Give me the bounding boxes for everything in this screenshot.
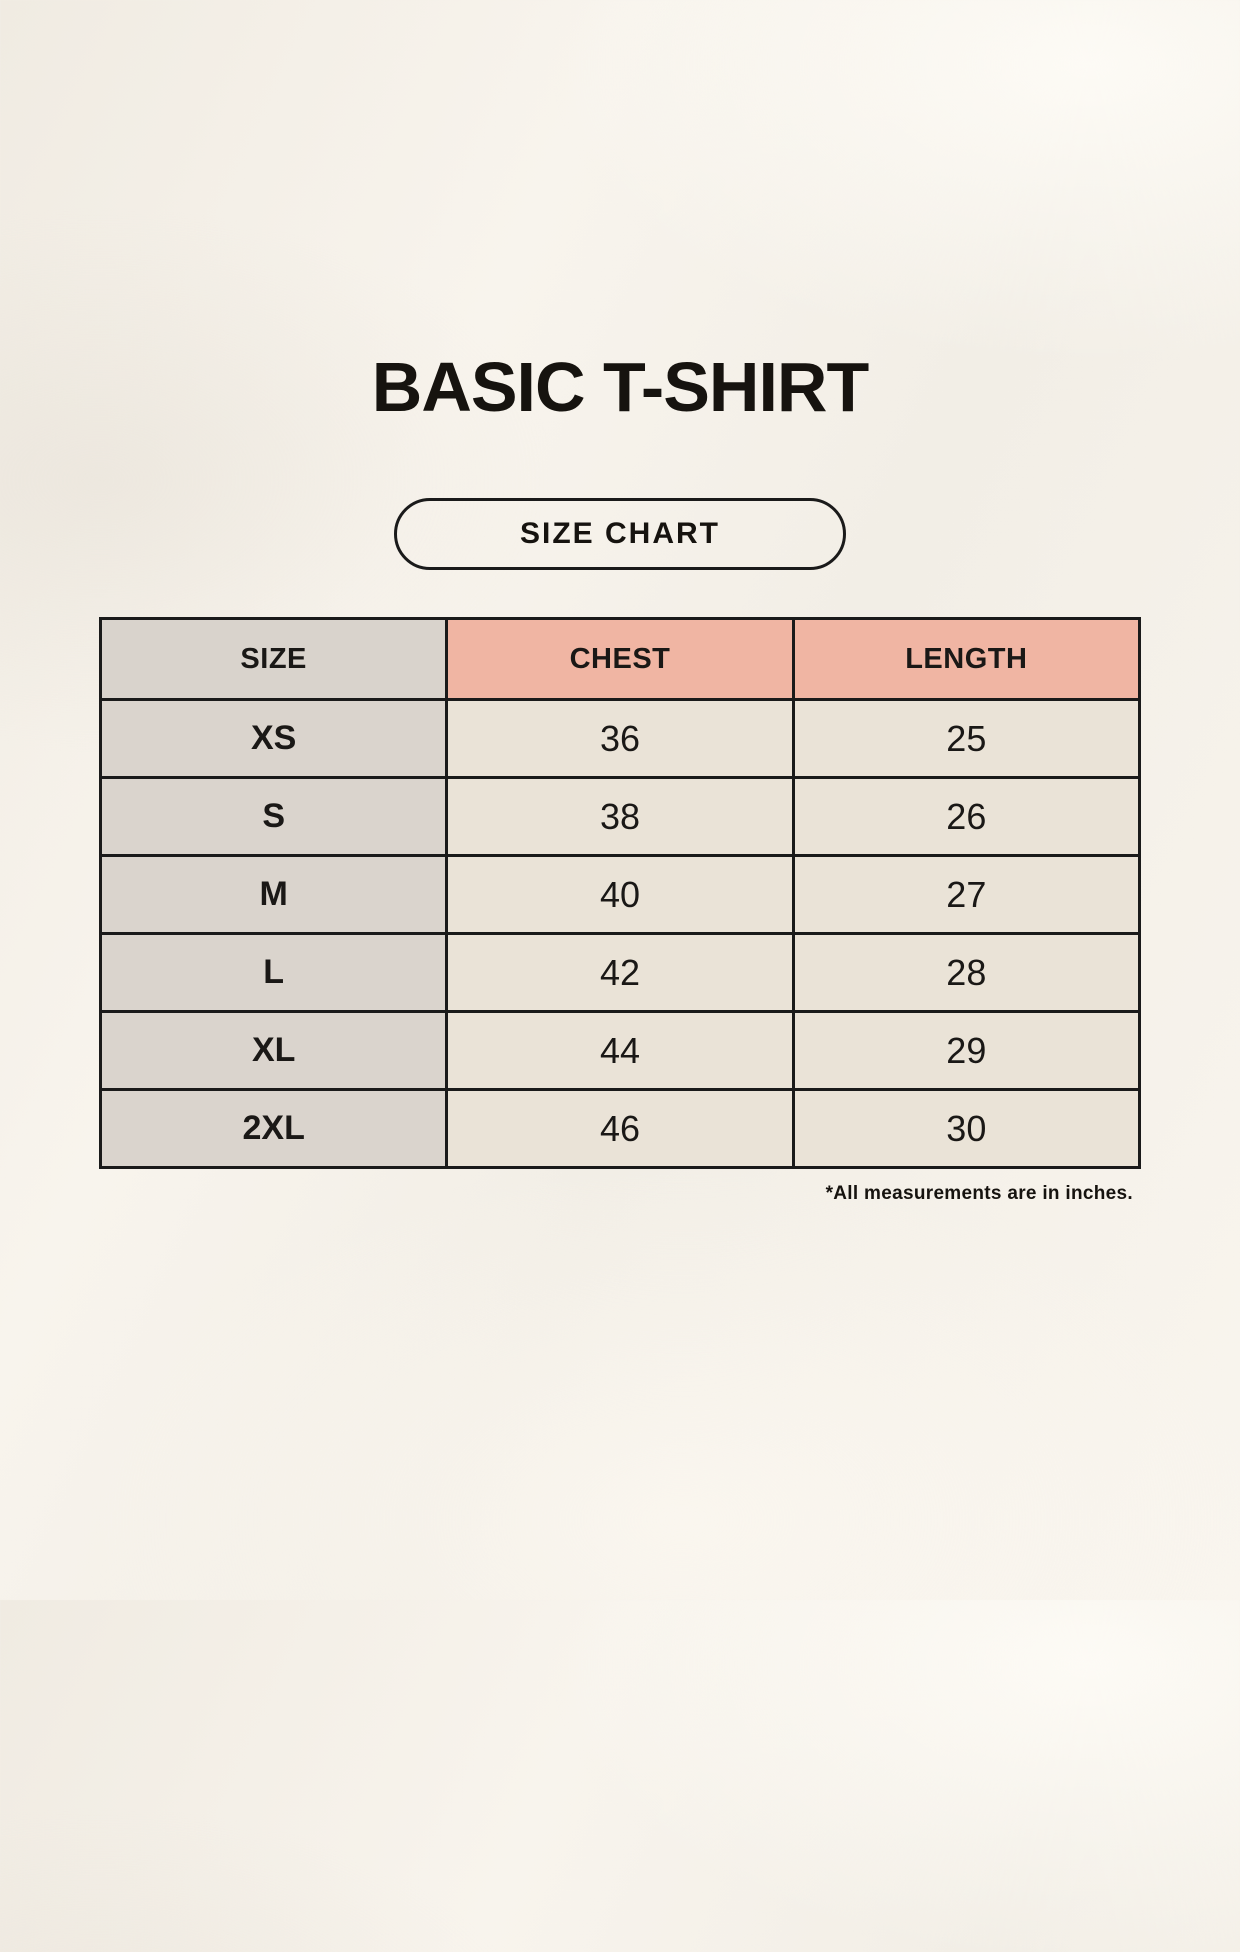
table-header-row bbox=[101, 619, 1140, 700]
length-value-cell: 26 bbox=[793, 778, 1139, 856]
column-header-chest: CHEST bbox=[447, 619, 793, 700]
column-header-size: SIZE bbox=[101, 619, 447, 700]
length-value-cell: 30 bbox=[793, 1090, 1139, 1168]
column-header-length: LENGTH bbox=[793, 619, 1139, 700]
measurements-footnote: *All measurements are in inches. bbox=[825, 1183, 1133, 1204]
size-chart-badge[interactable]: SIZE CHART bbox=[394, 498, 846, 570]
chest-value-cell: 44 bbox=[447, 1012, 793, 1090]
chest-value-cell: 38 bbox=[447, 778, 793, 856]
length-value-cell: 28 bbox=[793, 934, 1139, 1012]
product-title: BASIC T-SHIRT bbox=[371, 348, 869, 426]
table-row-l bbox=[101, 934, 1140, 1012]
length-value-cell: 29 bbox=[793, 1012, 1139, 1090]
table-row-2xl bbox=[101, 1090, 1140, 1168]
length-value-cell: 27 bbox=[793, 856, 1139, 934]
table-row-m bbox=[101, 856, 1140, 934]
size-chart-badge-container bbox=[99, 498, 1141, 570]
chest-value-cell: 36 bbox=[447, 700, 793, 778]
chest-value-cell: 40 bbox=[447, 856, 793, 934]
size-label-cell: S bbox=[101, 778, 447, 856]
chest-value-cell: 46 bbox=[447, 1090, 793, 1168]
size-label-cell: M bbox=[101, 856, 447, 934]
size-chart-graphic bbox=[99, 348, 1141, 1205]
table-row-xs bbox=[101, 700, 1140, 778]
size-label-cell: 2XL bbox=[101, 1090, 447, 1168]
size-label-cell: XS bbox=[101, 700, 447, 778]
size-label-cell: XL bbox=[101, 1012, 447, 1090]
table-row-s bbox=[101, 778, 1140, 856]
size-label-cell: L bbox=[101, 934, 447, 1012]
size-chart-table bbox=[99, 617, 1141, 1169]
chest-value-cell: 42 bbox=[447, 934, 793, 1012]
length-value-cell: 25 bbox=[793, 700, 1139, 778]
table-row-xl bbox=[101, 1012, 1140, 1090]
